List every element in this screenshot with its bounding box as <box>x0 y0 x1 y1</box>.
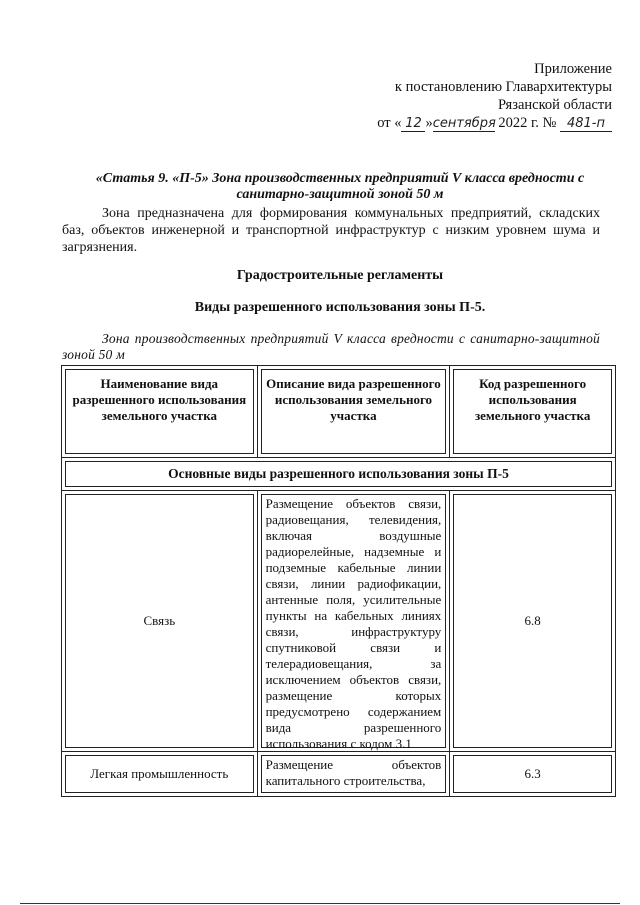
table-row <box>62 752 616 797</box>
use-name: Легкая промышленность <box>65 755 254 793</box>
regulations-heading: Градостроительные регламенты <box>236 268 444 283</box>
date-line <box>377 114 612 132</box>
date-prefix: от « <box>377 115 402 131</box>
region-name: Рязанской области <box>498 97 612 113</box>
document-number: 481-п <box>560 117 612 132</box>
section-title: Основные виды разрешенного использования зоны П-5 <box>65 461 612 487</box>
date-day: 12 <box>401 117 425 132</box>
section-row <box>62 458 616 491</box>
zone-caption: Зона производственных предприятий V класса вредности с санитарно-защитной зоной 50 м <box>62 331 600 362</box>
header-cell-description: Описание вида разрешенного использования земельного участка <box>261 369 447 454</box>
permitted-uses-table <box>61 365 616 797</box>
attachment-label: Приложение <box>534 61 612 77</box>
date-month: сентября <box>432 116 496 131</box>
article-title: «Статья 9. «П-5» Зона производственных предприятий V класса вредности с санитарно-защитной зоной 50 м <box>95 171 585 202</box>
table-row <box>62 491 616 752</box>
use-code: 6.8 <box>453 494 612 748</box>
date-year: 2022 г. № <box>498 115 557 131</box>
use-description: Размещение объектов капитального строительства, <box>261 755 447 793</box>
use-name: Связь <box>65 494 254 748</box>
date-mid: » <box>425 115 433 131</box>
zone-purpose-paragraph: Зона предназначена для формирования коммунальных предприятий, складских баз, объектов инженерной и транспортной инфраструктур с низким уровнем шума и загрязнения. <box>62 206 600 255</box>
table-header-row <box>62 366 616 458</box>
header-cell-name: Наименование вида разрешенного использования земельного участка <box>65 369 254 454</box>
use-code: 6.3 <box>453 755 612 793</box>
page-bottom-rule <box>20 903 620 904</box>
use-description: Размещение объектов связи, радиовещания, телевидения, включая воздушные радиорелейные, надземные и подземные кабельные линии связи, линии радиофикации, антенные поля, усилительные пункты на кабельных линиях связи, инфраструктуру спутниковой связи и телерадиовещания, за исключением объектов связи, размещение которых предусмотрено содержанием вида разрешенного использования с кодом 3.1 <box>261 494 447 748</box>
resolution-reference: к постановлению Главархитектуры <box>394 79 612 95</box>
header-cell-code: Код разрешенного использования земельного участка <box>453 369 612 454</box>
uses-heading: Виды разрешенного использования зоны П-5. <box>194 300 486 315</box>
